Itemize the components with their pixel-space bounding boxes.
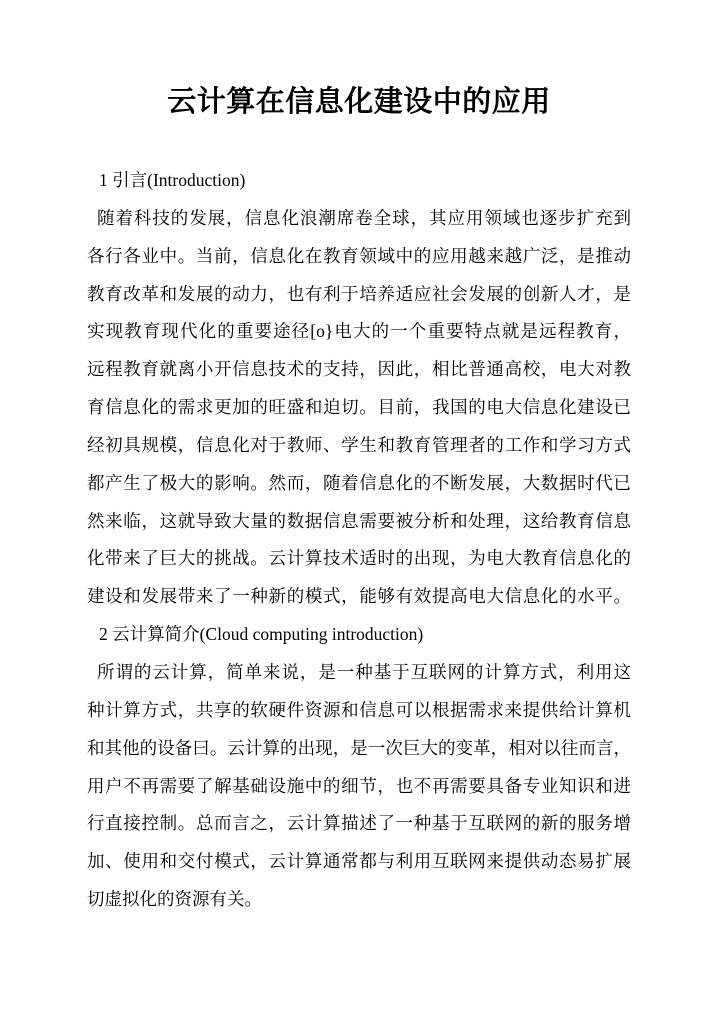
paragraph-line: 教育改革和发展的动力，也有利于培养适应社会发展的创新人才，是 bbox=[87, 283, 631, 304]
paragraph-line: 远程教育就离小开信息技术的支持，因此，相比普通高校，电大对教 bbox=[87, 359, 631, 380]
paragraph-line: 经初具规模，信息化对于教师、学生和教育管理者的工作和学习方式 bbox=[87, 434, 631, 455]
paragraph-line: 种计算方式，共享的软硬件资源和信息可以根据需求来提供给计算机 bbox=[87, 699, 631, 720]
paragraph-line: 所谓的云计算，简单来说，是一种基于互联网的计算方式，利用这 bbox=[97, 661, 631, 682]
paragraph-line: 化带来了巨大的挑战。云计算技术适时的出现，为电大教育信息化的 bbox=[87, 548, 631, 569]
section-heading: 2 云计算简介(Cloud computing introduction) bbox=[99, 624, 424, 645]
paragraph-line: 建设和发展带来了一种新的模式，能够有效提高电大信息化的水平。 bbox=[87, 586, 631, 607]
document-title: 云计算在信息化建设中的应用 bbox=[167, 86, 551, 118]
paragraph-line: 和其他的设备曰。云计算的出现，是一次巨大的变革，相对以往而言， bbox=[87, 737, 631, 758]
paragraph-line: 然来临，这就导致大量的数据信息需要被分析和处理，这给教育信息 bbox=[87, 510, 631, 531]
paragraph-line: 行直接控制。总而言之，云计算描述了一种基于互联网的新的服务增 bbox=[87, 813, 631, 834]
paragraph-line: 随着科技的发展，信息化浪潮席卷全球，其应用领域也逐步扩充到 bbox=[97, 207, 631, 228]
paragraph-line: 用户不再需要了解基础设施中的细节，也不再需要具备专业知识和进 bbox=[87, 775, 631, 796]
document-body bbox=[87, 162, 631, 919]
paragraph-line: 实现教育现代化的重要途径[o}电大的一个重要特点就是远程教育， bbox=[87, 321, 631, 342]
paragraph-line: 加、使用和交付模式，云计算通常都与利用互联网来提供动态易扩展 bbox=[87, 851, 631, 872]
paragraph-line: 切虚拟化的资源有关。 bbox=[87, 889, 262, 910]
section-heading: 1 引言(Introduction) bbox=[99, 170, 246, 190]
paragraph-line: 育信息化的需求更加的旺盛和迫切。目前，我国的电大信息化建设已 bbox=[87, 397, 631, 418]
paragraph-line: 都产生了极大的影响。然而，随着信息化的不断发展，大数据时代已 bbox=[87, 472, 631, 493]
paragraph-line: 各行各业中。当前，信息化在教育领域中的应用越来越广泛，是推动 bbox=[87, 245, 631, 266]
